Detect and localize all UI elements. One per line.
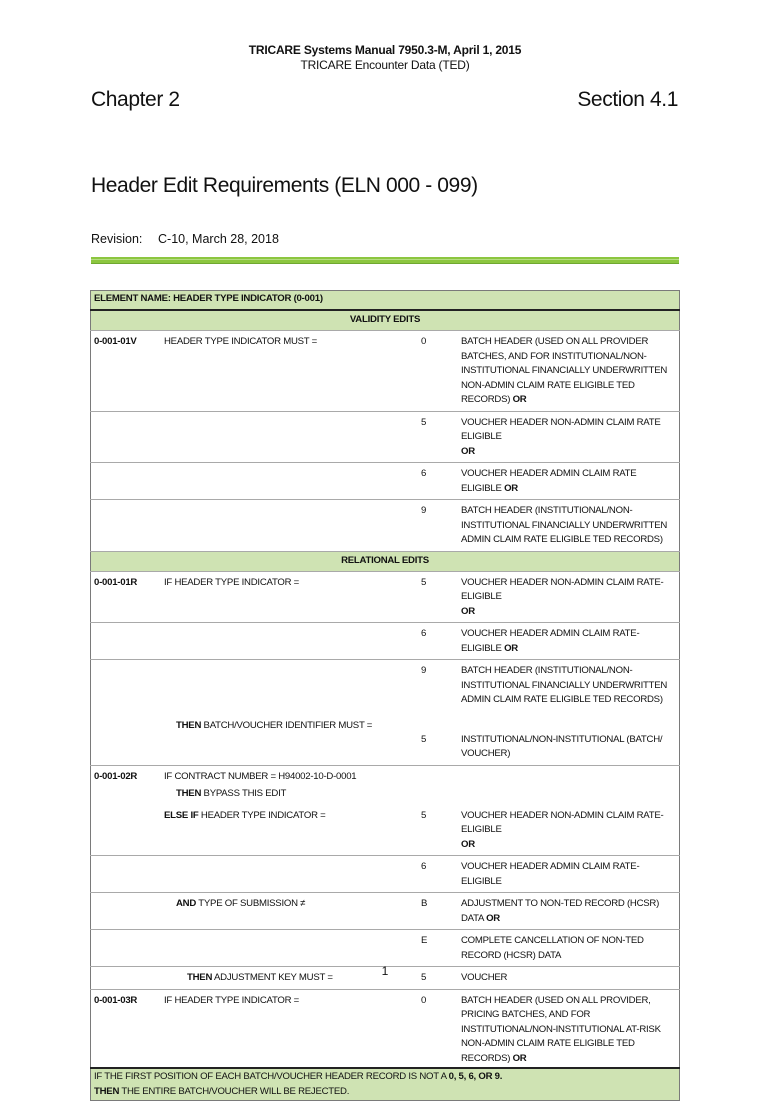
edit-value: 0 — [418, 989, 458, 1068]
table-row — [91, 989, 680, 1068]
then-clause: THEN ADJUSTMENT KEY MUST = — [161, 967, 418, 990]
edit-description: VOUCHER HEADER NON-ADMIN CLAIM RATE-ELIGIBLE OR — [461, 809, 664, 850]
revision-label: Revision: — [91, 232, 143, 246]
edit-value: 0 — [418, 331, 458, 412]
edit-description: VOUCHER HEADER ADMIN CLAIM RATE-ELIGIBLE — [458, 856, 680, 893]
page-title: Header Edit Requirements (ELN 000 - 099) — [91, 174, 478, 197]
table-row — [91, 711, 680, 766]
edit-description: BATCH HEADER (USED ON ALL PROVIDER, PRICING BATCHES, AND FOR INSTITUTIONAL/NON-INSTITUTIONAL AT-RISK NON-ADMIN CLAIM RATE ELIGIBLE TED RECORDS) OR — [458, 989, 680, 1068]
edit-description: VOUCHER — [458, 967, 680, 990]
edit-description: VOUCHER HEADER ADMIN CLAIM RATE-ELIGIBLE OR — [458, 623, 680, 660]
table-row — [91, 856, 680, 893]
table-row — [91, 930, 680, 967]
relational-heading: RELATIONAL EDITS — [91, 551, 680, 571]
table-row — [91, 787, 680, 805]
edit-condition: IF HEADER TYPE INDICATOR = — [161, 989, 418, 1068]
chapter-label: Chapter 2 — [91, 88, 180, 111]
manual-subtitle: TRICARE Encounter Data (TED) — [300, 58, 470, 72]
element-name-row — [91, 291, 680, 311]
manual-title: TRICARE Systems Manual 7950.3-M, April 1, 2015 — [248, 43, 522, 57]
edit-code: 0-001-02R — [91, 765, 162, 787]
edit-value: 6 — [418, 623, 458, 660]
table-row — [91, 623, 680, 660]
table-row — [91, 571, 680, 623]
edit-code: 0-001-01R — [91, 571, 162, 623]
table-row — [91, 765, 680, 787]
edit-description: INSTITUTIONAL/NON-INSTITUTIONAL (BATCH/ VOUCHER) — [461, 733, 663, 759]
green-divider — [91, 257, 679, 264]
and-clause: AND TYPE OF SUBMISSION ≠ — [161, 893, 418, 930]
edit-value: 5 — [421, 733, 427, 745]
edit-value: 5 — [418, 571, 458, 623]
edit-condition: HEADER TYPE INDICATOR MUST = — [161, 331, 418, 412]
edit-value: B — [418, 893, 458, 930]
then-clause: THEN BATCH/VOUCHER IDENTIFIER MUST = — [176, 719, 373, 731]
relational-heading-row — [91, 551, 680, 571]
edit-condition: IF HEADER TYPE INDICATOR = — [161, 571, 418, 623]
table-row — [91, 805, 680, 856]
edit-value: 5 — [418, 411, 458, 463]
edit-value: 9 — [418, 500, 458, 552]
edit-value: 6 — [418, 463, 458, 500]
table-row — [91, 411, 680, 463]
edit-value: 6 — [418, 856, 458, 893]
footer-row — [91, 1068, 680, 1101]
edit-value: 5 — [418, 967, 458, 990]
edit-requirements-table — [90, 290, 680, 1101]
table-row — [91, 331, 680, 412]
edit-description: BATCH HEADER (INSTITUTIONAL/NON-INSTITUTIONAL FINANCIALLY UNDERWRITTEN ADMIN CLAIM RATE ELIGIBLE TED RECORDS) — [458, 500, 680, 552]
edit-value: 5 — [421, 809, 427, 821]
edit-description: VOUCHER HEADER ADMIN CLAIM RATE ELIGIBLE OR — [458, 463, 680, 500]
else-if-clause: ELSE IF HEADER TYPE INDICATOR = — [164, 809, 326, 821]
edit-description: BATCH HEADER (USED ON ALL PROVIDER BATCHES, AND FOR INSTITUTIONAL/NON-INSTITUTIONAL FINANCIALLY UNDERWRITTEN NON-ADMIN CLAIM RATE ELIGIBLE TED RECORDS) OR — [458, 331, 680, 412]
revision-value: C-10, March 28, 2018 — [158, 232, 279, 246]
table-row — [91, 893, 680, 930]
table-row — [91, 500, 680, 552]
edit-code: 0-001-03R — [91, 989, 162, 1068]
edit-description: BATCH HEADER (INSTITUTIONAL/NON-INSTITUTIONAL FINANCIALLY UNDERWRITTEN ADMIN CLAIM RATE ELIGIBLE TED RECORDS) — [458, 660, 680, 711]
edit-condition: IF CONTRACT NUMBER = H94002-10-D-0001 — [161, 765, 680, 787]
edit-value: 9 — [418, 660, 458, 711]
table-row — [91, 660, 680, 711]
edit-description: ADJUSTMENT TO NON-TED RECORD (HCSR) DATA OR — [458, 893, 680, 930]
edit-description: VOUCHER HEADER NON-ADMIN CLAIM RATE-ELIGIBLE OR — [458, 571, 680, 623]
validity-heading: VALIDITY EDITS — [91, 310, 680, 331]
footer-note: IF THE FIRST POSITION OF EACH BATCH/VOUCHER HEADER RECORD IS NOT A 0, 5, 6, OR 9. THEN THE ENTIRE BATCH/VOUCHER WILL BE REJECTED. — [91, 1068, 680, 1101]
revision-line — [91, 232, 279, 246]
running-header — [0, 43, 770, 72]
edit-value: E — [418, 930, 458, 967]
table-row — [91, 463, 680, 500]
edit-description: VOUCHER HEADER NON-ADMIN CLAIM RATE ELIGIBLE OR — [458, 411, 680, 463]
page-number: 1 — [381, 964, 389, 978]
validity-heading-row — [91, 310, 680, 331]
element-name: ELEMENT NAME: HEADER TYPE INDICATOR (0-001) — [91, 291, 680, 311]
edit-code: 0-001-01V — [91, 331, 162, 412]
then-clause: THEN BYPASS THIS EDIT — [176, 788, 287, 799]
edit-description: COMPLETE CANCELLATION OF NON-TED RECORD (HCSR) DATA — [458, 930, 680, 967]
section-label: Section 4.1 — [577, 88, 678, 111]
